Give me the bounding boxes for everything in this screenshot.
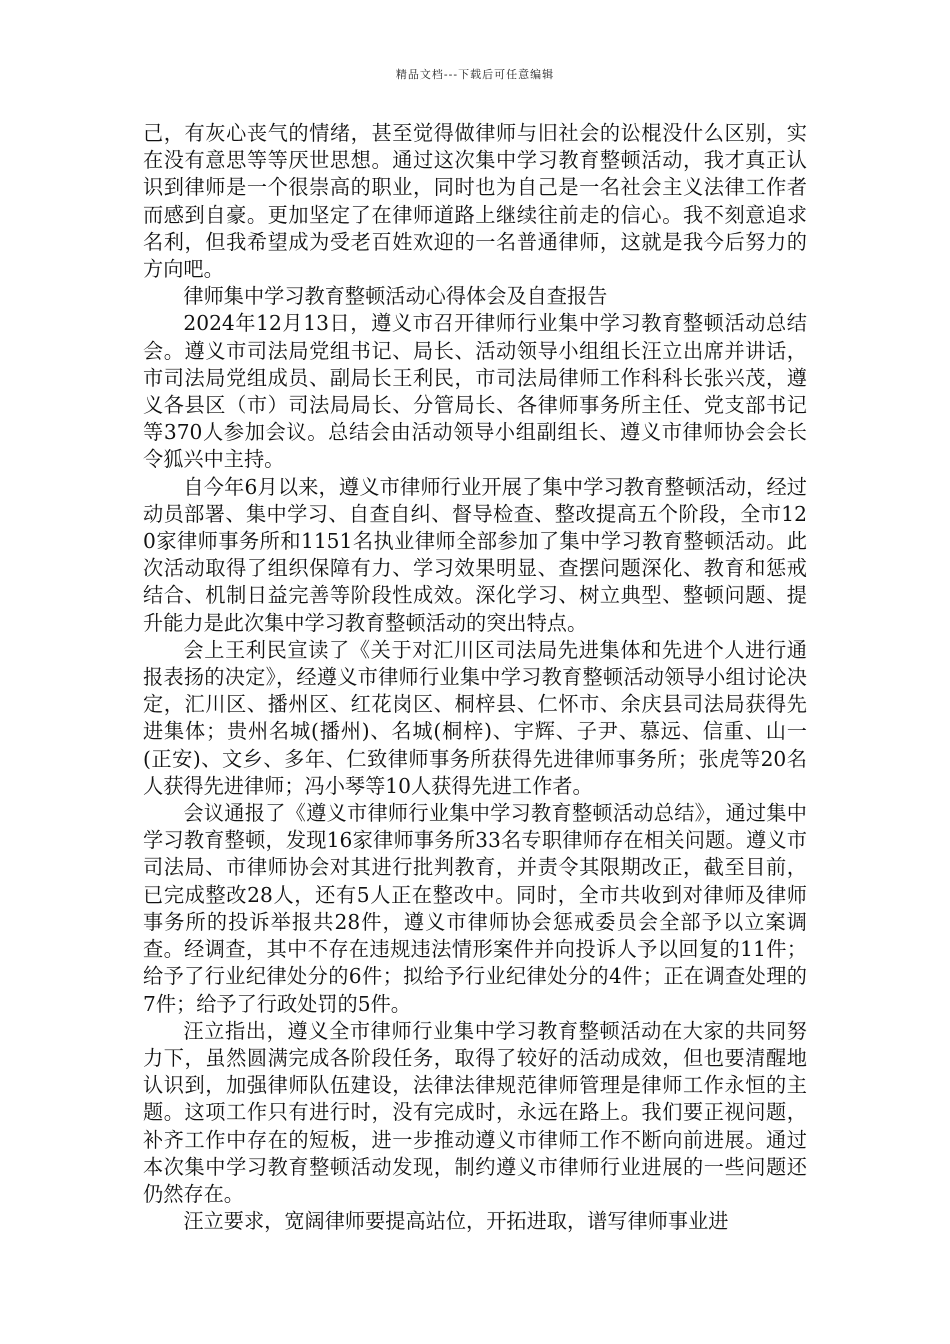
paragraph-3: 2024年12月13日，遵义市召开律师行业集中学习教育整顿活动总结会。遵义市司法局党组书记、局长、活动领导小组组长汪立出席并讲话，市司法局党组成员、副局长王利民，市司法局律师工作科科长张兴茂，遵义各县区（市）司法局局长、分管局长、各律师事务所主任、党支部书记等370人参加会议。总结会由活动领导小组副组长、遵义市律师协会会长令狐兴中主持。 [143, 311, 807, 472]
paragraph-4: 自今年6月以来，遵义市律师行业开展了集中学习教育整顿活动，经过动员部署、集中学习、自查自纠、督导检查、整改提高五个阶段，全市120家律师事务所和1151名执业律师全部参加了集中学习教育整顿活动。此次活动取得了组织保障有力、学习效果明显、查摆问题深化、教育和惩戒结合、机制日益完善等阶段性成效。深化学习、树立典型、整顿问题、提升能力是此次集中学习教育整顿活动的突出特点。 [143, 474, 807, 635]
paragraph-5: 会上王利民宣读了《关于对汇川区司法局先进集体和先进个人进行通报表扬的决定》，经遵义市律师行业集中学习教育整顿活动领导小组讨论决定，汇川区、播州区、红花岗区、桐梓县、仁怀市、余庆县司法局获得先进集体；贵州名城(播州)、名城(桐梓)、宇辉、子尹、慕远、信重、山一(正安)、文乡、多年、仁致律师事务所获得先进律师事务所；张虎等20名人获得先进律师；冯小琴等10人获得先进工作者。 [143, 637, 807, 798]
page-header: 精品文档---下载后可任意编辑 [395, 68, 555, 81]
section-title: 律师集中学习教育整顿活动心得体会及自查报告 [183, 284, 608, 309]
paragraph-1: 己，有灰心丧气的情绪，甚至觉得做律师与旧社会的讼棍没什么区别，实在没有意思等等厌世思想。通过这次集中学习教育整顿活动，我才真正认识到律师是一个很崇高的职业，同时也为自己是一名社会主义法律工作者而感到自豪。更加坚定了在律师道路上继续往前走的信心。我不刻意追求名利，但我希望成为受老百姓欢迎的一名普通律师，这就是我今后努力的方向吧。 [143, 121, 807, 282]
paragraph-8: 汪立要求，宽阔律师要提高站位，开拓进取，谱写律师事业进 [183, 1209, 729, 1234]
paragraph-6: 会议通报了《遵义市律师行业集中学习教育整顿活动总结》，通过集中学习教育整顿，发现16家律师事务所33名专职律师存在相关问题。遵义市司法局、市律师协会对其进行批判教育，并责令其限期改正，截至目前，已完成整改28人，还有5人正在整改中。同时，全市共收到对律师及律师事务所的投诉举报共28件，遵义市律师协会惩戒委员会全部予以立案调查。经调查，其中不存在违规违法情形案件并向投诉人予以回复的11件；给予了行业纪律处分的6件；拟给予行业纪律处分的4件；正在调查处理的7件；给予了行政处罚的5件。 [143, 801, 807, 1016]
document-body [143, 120, 807, 1235]
paragraph-7: 汪立指出，遵义全市律师行业集中学习教育整顿活动在大家的共同努力下，虽然圆满完成各阶段任务，取得了较好的活动成效，但也要清醒地认识到，加强律师队伍建设，法律法律规范律师管理是律师工作永恒的主题。这项工作只有进行时，没有完成时，永远在路上。我们要正视问题，补齐工作中存在的短板，进一步推动遵义市律师工作不断向前进展。通过本次集中学习教育整顿活动发现，制约遵义市律师行业进展的一些问题还仍然存在。 [143, 1018, 807, 1206]
